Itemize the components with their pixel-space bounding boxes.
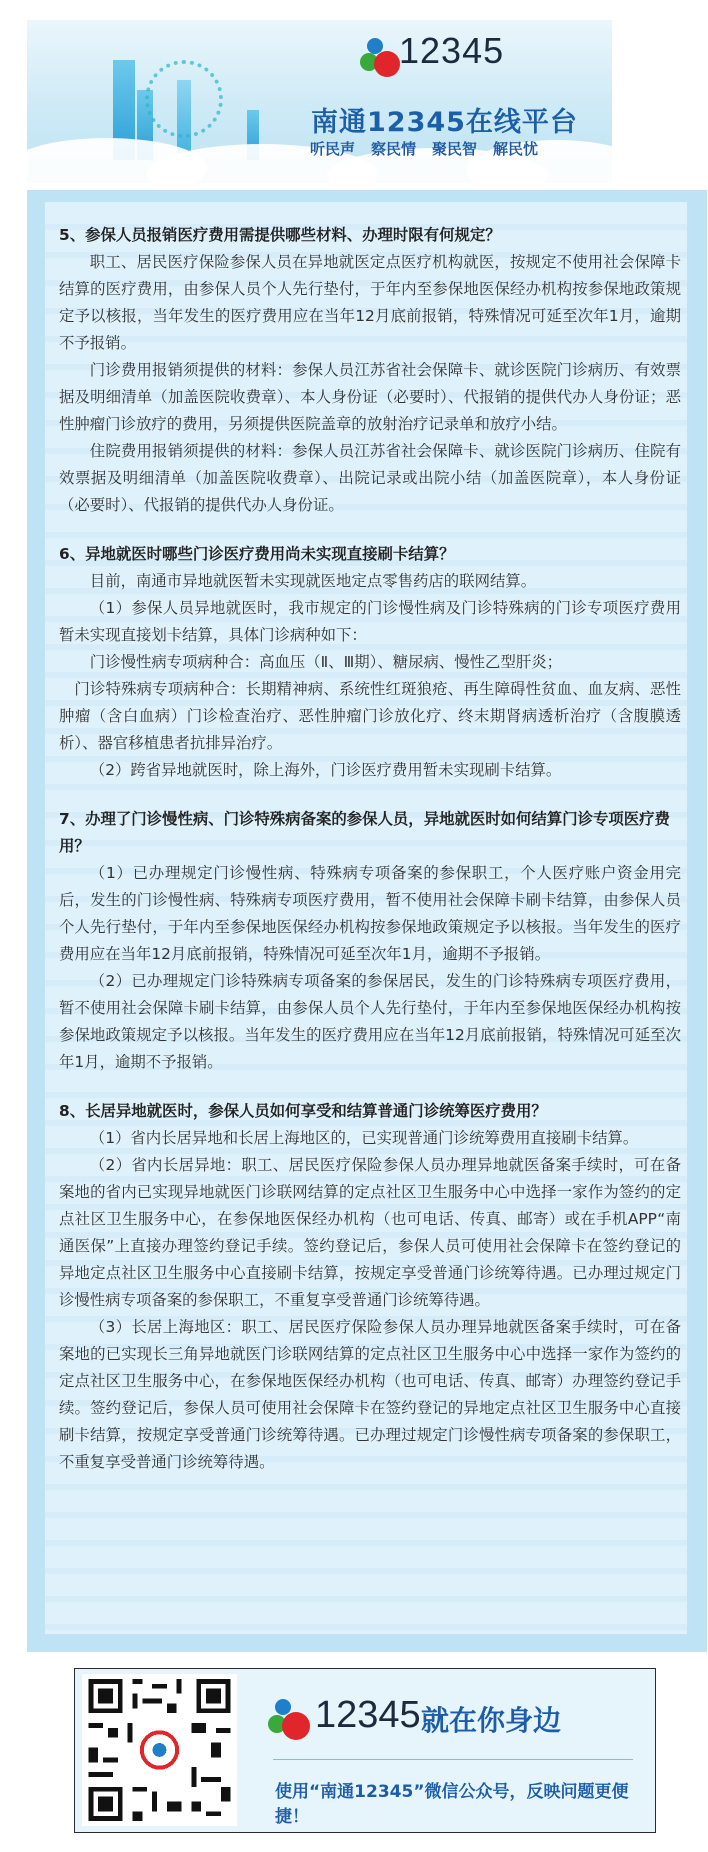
paragraph: （2）已办理规定门诊特殊病专项备案的参保居民，发生的门诊特殊病专项医疗费用，暂不使用社会保障卡刷卡结算，由参保人员个人先行垫付，于年内至参保地医保经办机构按参保地政策规定予以核报。当年发生的医疗费用应在当年12月底前报销，特殊情况可延至次年1月，逾期不予报销。 [59,972,681,1071]
slogan-item: 解民忧 [493,140,539,158]
section-title: 8、长居异地就医时，参保人员如何享受和结算普通门诊统筹医疗费用？ [59,1102,547,1120]
paragraph: （2）跨省异地就医时，除上海外，门诊医疗费用暂未实现刷卡结算。 [89,761,562,779]
content-inner [45,202,687,1634]
section-title: 6、异地就医时哪些门诊医疗费用尚未实现直接刷卡结算？ [59,545,455,563]
footer-card [74,1668,656,1833]
slogan-item: 听民声 [310,140,356,158]
section-6 [59,541,681,784]
slogan-item: 聚民智 [432,140,478,158]
footer-logo-number: 12345 [315,1694,421,1736]
footer-divider [273,1759,633,1760]
section-title: 7、办理了门诊慢性病、门诊特殊病备案的参保人员，异地就医时如何结算门诊专项医疗费用？ [59,810,670,855]
header-banner [27,20,612,183]
paragraph: 目前，南通市异地就医暂未实现就医地定点零售药店的联网结算。 [89,572,537,590]
paragraph: 门诊费用报销须提供的材料：参保人员江苏省社会保障卡、就诊医院门诊病历、有效票据及明细清单（加盖医院收费章）、本人身份证（必要时）、代报销的提供代办人身份证；恶性肿瘤门诊放疗的费用，另须提供医院盖章的放射治疗记录单和放疗小结。 [59,361,681,433]
paragraph: （1）省内长居异地和长居上海地区的，已实现普通门诊统筹费用直接刷卡结算。 [89,1129,639,1147]
content-panel [27,190,707,1652]
logo-number: 12345 [399,30,505,71]
decorative-ring [145,60,223,138]
paragraph: 门诊慢性病专项病种合：高血压（Ⅱ、Ⅲ期）、糖尿病、慢性乙型肝炎； [89,653,563,671]
paragraph: 职工、居民医疗保险参保人员在异地就医定点医疗机构就医，按规定不使用社会保障卡结算的医疗费用，由参保人员个人先行垫付，于年内至参保地医保经办机构按参保地政策规定予以核报，当年发生的医疗费用应在当年12月底前报销，特殊情况可延至次年1月，逾期不予报销。 [59,253,681,352]
paragraph: （3）长居上海地区：职工、居民医疗保险参保人员办理异地就医备案手续时，可在备案地的已实现长三角异地就医门诊联网结算的定点社区卫生服务中心中选择一家作为签约的定点社区卫生服务中心，在参保地医保经办机构（也可电话、传真、邮寄）办理签约登记手续。签约登记后，参保人员可使用社会保障卡在签约登记的异地定点社区卫生服务中心直接刷卡结算，按规定享受普通门诊统筹待遇。已办理过规定门诊慢性病专项备案的参保职工，不重复享受普通门诊统筹待遇。 [59,1318,681,1471]
footer-subtitle: 使用“南通12345”微信公众号，反映问题更便捷！ [275,1782,629,1827]
section-8 [59,1098,681,1476]
paragraph: （2）省内长居异地：职工、居民医疗保险参保人员办理异地就医备案手续时，可在备案地的省内已实现异地就医门诊联网结算的定点社区卫生服务中心中选择一家作为签约的定点社区卫生服务中心，在参保地医保经办机构（也可电话、传真、邮寄）或在手机APP“南通医保”上直接办理签约登记手续。签约登记后，参保人员可使用社会保障卡在签约登记的异地定点社区卫生服务中心直接刷卡结算，按规定享受普通门诊统筹待遇。已办理过规定门诊慢性病专项备案的参保职工，不重复享受普通门诊统筹待遇。 [59,1156,681,1309]
banner-slogans [310,138,538,159]
banner-title: 南通12345在线平台 [311,107,578,138]
paragraph: 门诊特殊病专项病种合：长期精神病、系统性红斑狼疮、再生障碍性贫血、血友病、恶性肿瘤（含白血病）门诊检查治疗、恶性肿瘤门诊放化疗、终末期肾病透析治疗（含腹膜透析）、器官移植患者抗排异治疗。 [59,680,681,752]
section-title: 5、参保人员报销医疗费用需提供哪些材料、办理时限有何规定？ [59,226,501,244]
slogan-item: 察民情 [371,140,417,158]
section-7 [59,806,681,1076]
section-5 [59,222,681,519]
paragraph: 住院费用报销须提供的材料：参保人员江苏省社会保障卡、就诊医院门诊病历、住院有效票据及明细清单（加盖医院收费章）、出院记录或出院小结（加盖医院章），本人身份证（必要时）、代报销的提供代办人身份证。 [59,442,681,514]
paragraph: （1）已办理规定门诊慢性病、特殊病专项备案的参保职工，个人医疗账户资金用完后，发生的门诊慢性病、特殊病专项医疗费用，暂不使用社会保障卡刷卡结算，由参保人员个人先行垫付，于年内至参保地医保经办机构按参保地政策规定予以核报。当年发生的医疗费用应在当年12月底前报销，特殊情况可延至次年1月，逾期不予报销。 [59,864,681,963]
paragraph: （1）参保人员异地就医时，我市规定的门诊慢性病及门诊特殊病的门诊专项医疗费用暂未实现直接划卡结算，具体门诊病种如下： [59,599,681,644]
footer-slogan: 就在你身边 [421,1704,562,1737]
article-body [59,222,681,1498]
qr-code-icon[interactable] [82,1674,237,1826]
